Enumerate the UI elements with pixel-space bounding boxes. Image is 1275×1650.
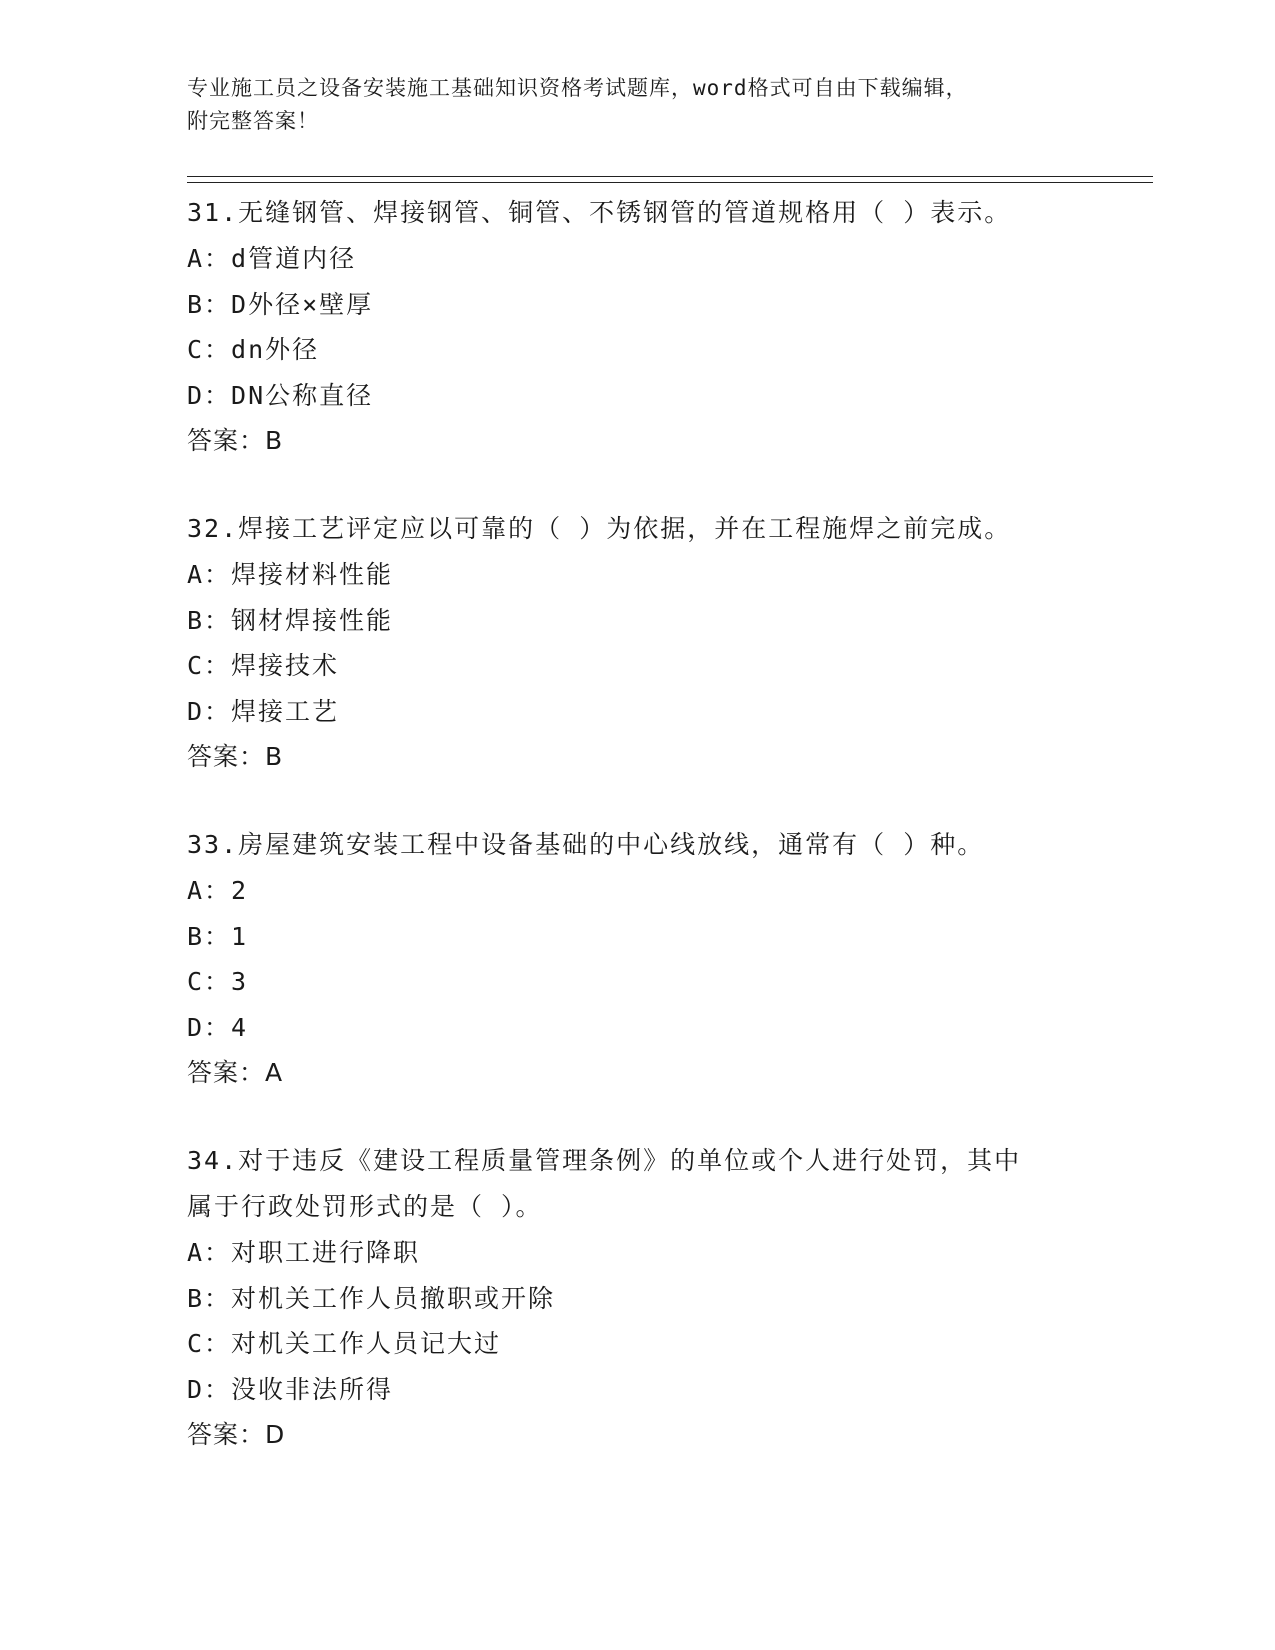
answer-line: 答案：D	[187, 1420, 286, 1449]
question-stem-line: 31.无缝钢管、焊接钢管、铜管、不锈钢管的管道规格用（ ）表示。	[187, 198, 1012, 227]
option-c: C：对机关工作人员记大过	[187, 1329, 502, 1358]
question-list	[187, 190, 1147, 1500]
question-stem	[187, 506, 1147, 552]
option-a: A：2	[187, 876, 249, 905]
option-a: A：d管道内径	[187, 244, 357, 273]
option-b: B：对机关工作人员撤职或开除	[187, 1283, 556, 1313]
header-line-2: 附完整答案！	[187, 109, 319, 133]
option-a: A：对职工进行降职	[187, 1238, 421, 1267]
header-divider-bottom	[187, 182, 1153, 183]
answer-line: 答案：A	[187, 1058, 284, 1087]
question-32	[187, 506, 1147, 780]
question-stem-line: 32.焊接工艺评定应以可靠的（ ）为依据，并在工程施焊之前完成。	[187, 514, 1012, 543]
option-d: D：没收非法所得	[187, 1374, 394, 1404]
header-divider-top	[187, 176, 1153, 177]
question-stem	[187, 822, 1147, 868]
question-stem-line: 属于行政处罚形式的是（ ）。	[187, 1192, 543, 1221]
answer-line: 答案：B	[187, 426, 284, 455]
question-31	[187, 190, 1147, 464]
option-d: D：4	[187, 1012, 249, 1042]
answer-line: 答案：B	[187, 742, 284, 771]
question-stem-line: 34.对于违反《建设工程质量管理条例》的单位或个人进行处罚，其中	[187, 1146, 1022, 1175]
option-d: D：DN公称直径	[187, 380, 374, 410]
option-c: C：焊接技术	[187, 651, 340, 680]
question-stem	[187, 1138, 1147, 1230]
option-b: B：D外径×壁厚	[187, 289, 374, 319]
option-b: B：钢材焊接性能	[187, 605, 394, 635]
option-c: C：3	[187, 967, 249, 996]
header-line-1: 专业施工员之设备安装施工基础知识资格考试题库，word格式可自由下载编辑，	[187, 76, 968, 100]
option-c: C：dn外径	[187, 335, 320, 364]
question-stem-line: 33.房屋建筑安装工程中设备基础的中心线放线，通常有（ ）种。	[187, 830, 985, 859]
question-34	[187, 1138, 1147, 1458]
option-a: A：焊接材料性能	[187, 560, 394, 589]
option-b: B：1	[187, 921, 249, 951]
question-stem	[187, 190, 1147, 236]
option-d: D：焊接工艺	[187, 696, 340, 726]
document-header	[187, 72, 1067, 138]
question-33	[187, 822, 1147, 1096]
